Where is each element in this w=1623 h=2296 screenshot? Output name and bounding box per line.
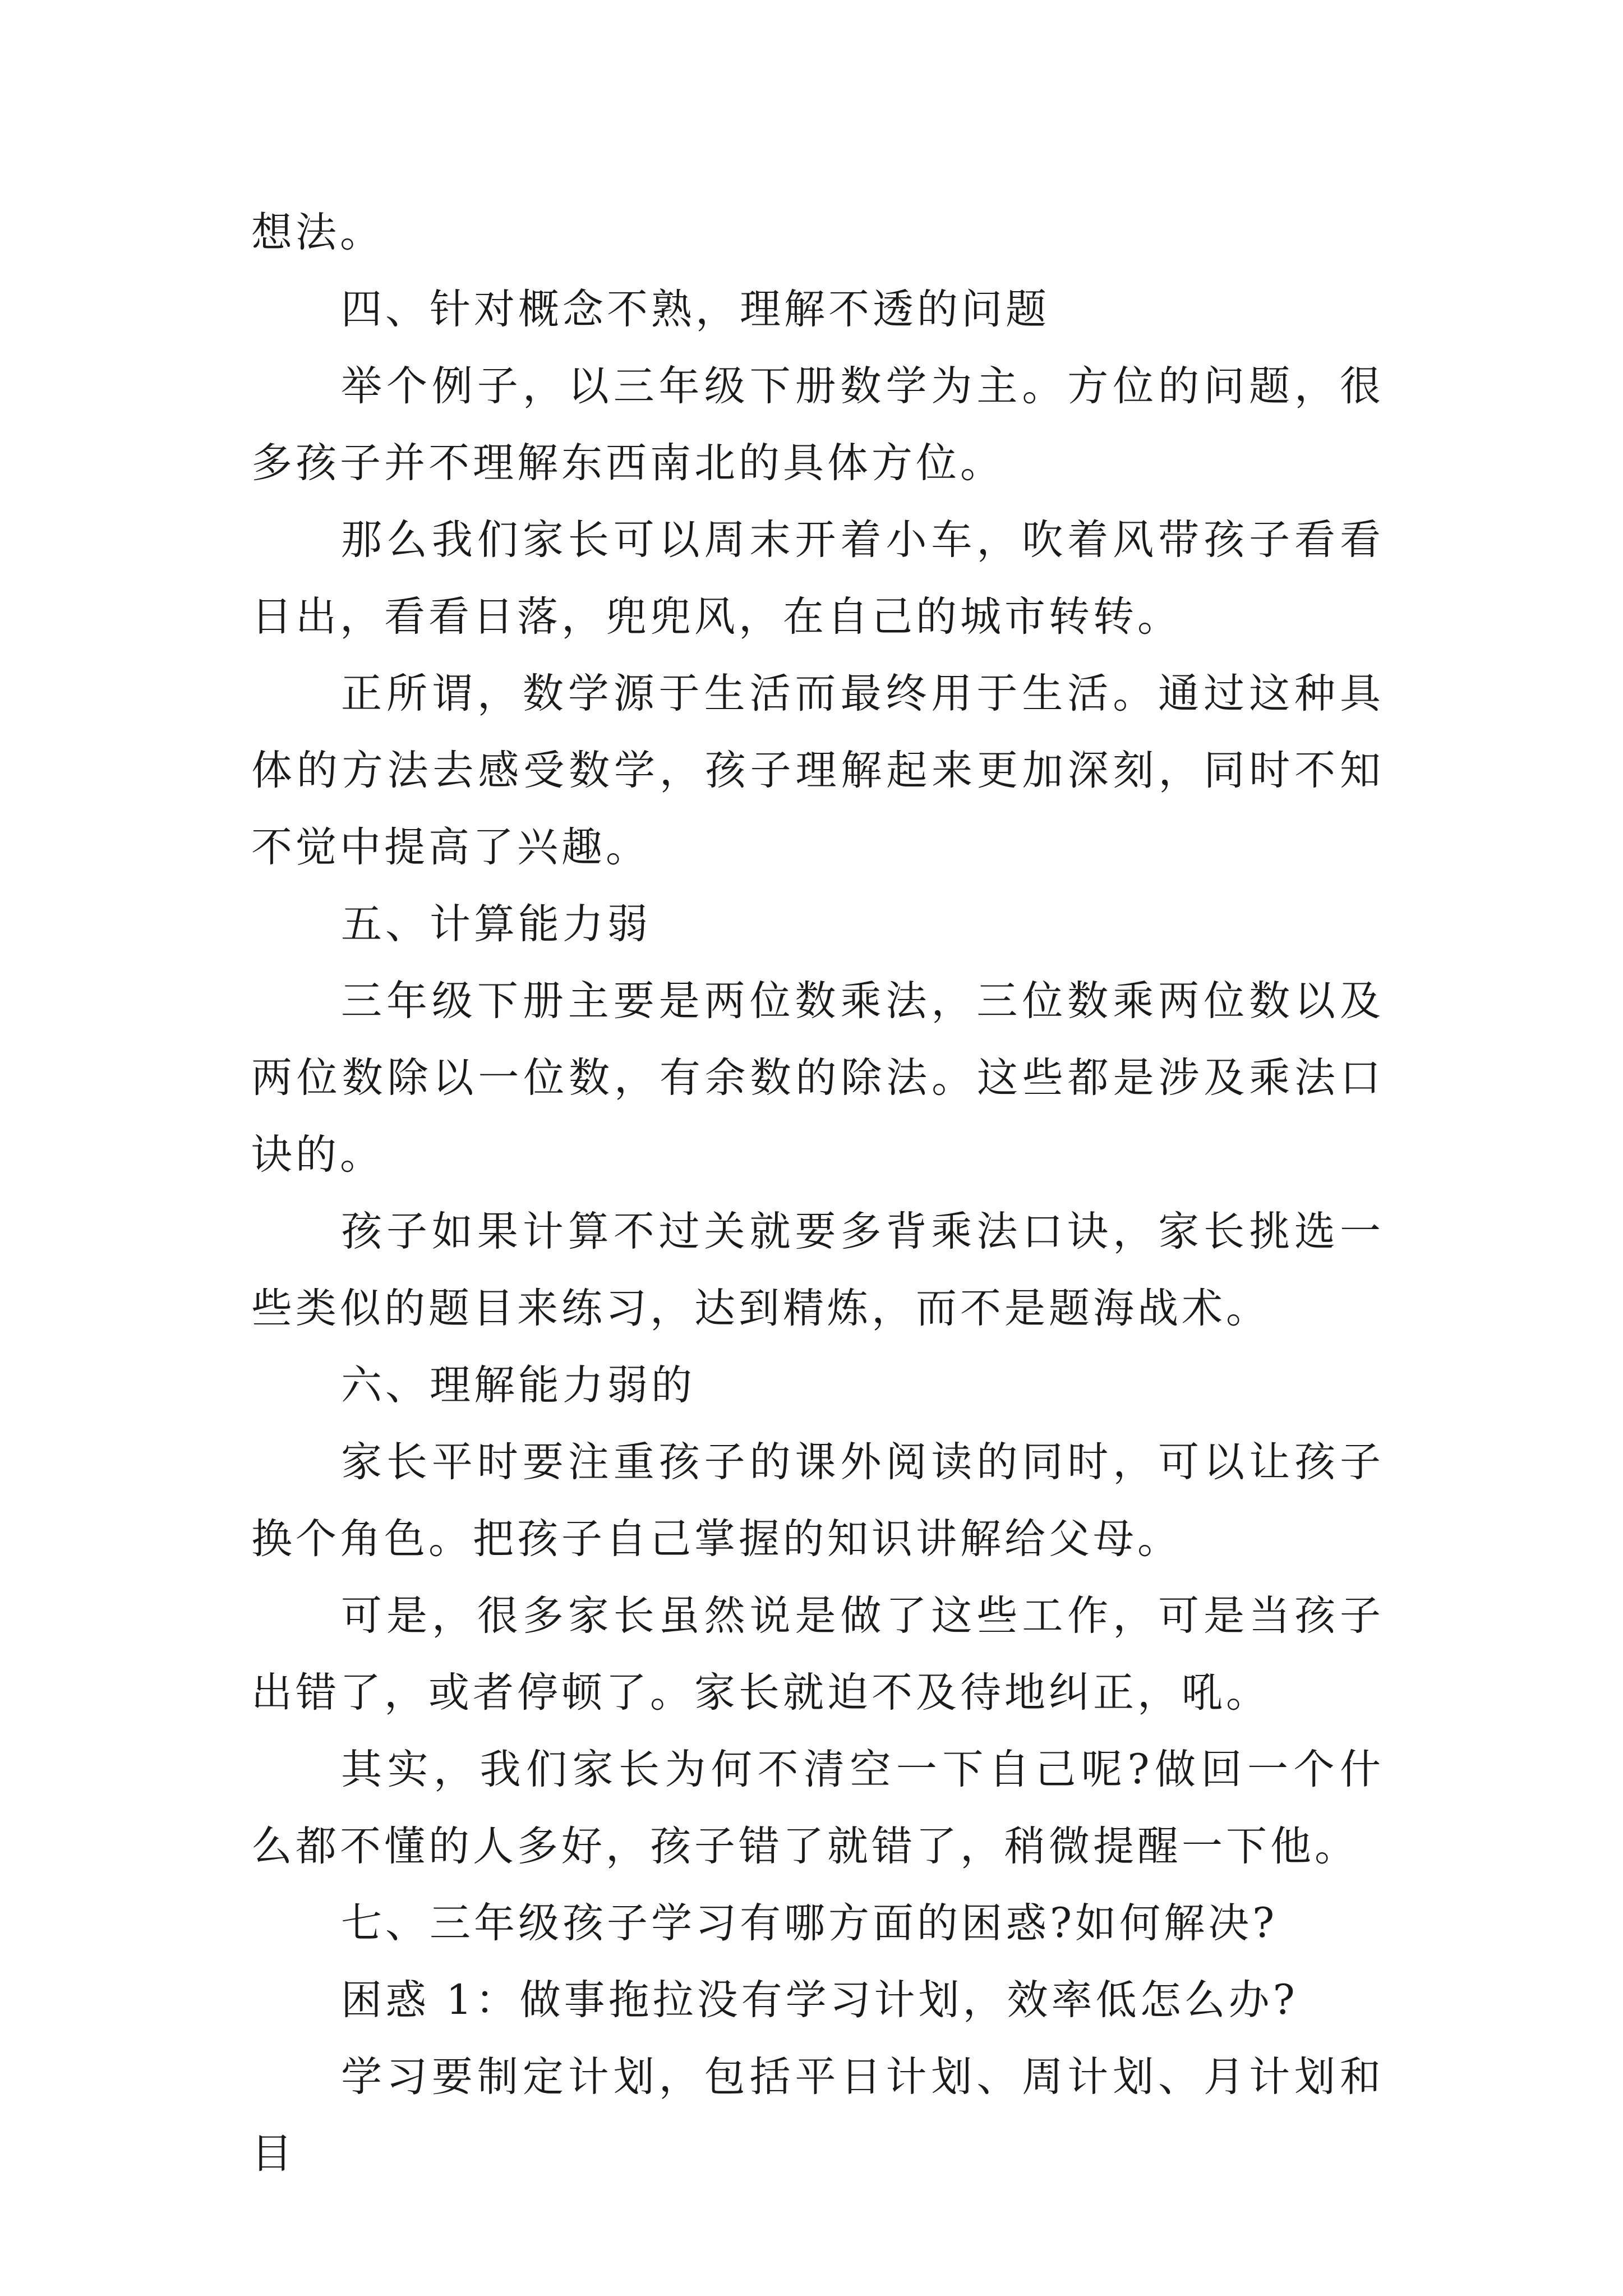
- document-body: [251, 194, 1384, 2192]
- paragraph: 想法。: [251, 209, 384, 256]
- paragraph: 孩子如果计算不过关就要多背乘法口诀，家长挑选一些类似的题目来练习，达到精炼，而不是题海战术。: [251, 1208, 1384, 1332]
- paragraph: 三年级下册主要是两位数乘法，三位数乘两位数以及两位数除以一位数，有余数的除法。这些都是涉及乘法口诀的。: [251, 977, 1384, 1179]
- paragraph: 困惑 1：做事拖拉没有学习计划，效率低怎么办?: [341, 1976, 1298, 2024]
- section-heading: 七、三年级孩子学习有哪方面的困惑?如何解决?: [341, 1899, 1278, 1947]
- paragraph: 家长平时要注重孩子的课外阅读的同时，可以让孩子换个角色。把孩子自己掌握的知识讲解给父母。: [251, 1438, 1384, 1563]
- paragraph: 可是，很多家长虽然说是做了这些工作，可是当孩子出错了，或者停顿了。家长就迫不及待地纠正，吼。: [251, 1592, 1384, 1717]
- section-heading: 四、针对概念不熟，理解不透的问题: [341, 286, 1050, 333]
- paragraph: 正所谓，数学源于生活而最终用于生活。通过这种具体的方法去感受数学，孩子理解起来更加深刻，同时不知不觉中提高了兴趣。: [251, 670, 1384, 871]
- section-heading: 六、理解能力弱的: [341, 1361, 695, 1409]
- paragraph: 那么我们家长可以周末开着小车，吹着风带孩子看看日出，看看日落，兜兜风，在自己的城市转转。: [251, 516, 1384, 641]
- paragraph: 其实，我们家长为何不清空一下自己呢?做回一个什么都不懂的人多好，孩子错了就错了，稍微提醒一下他。: [251, 1746, 1384, 1870]
- paragraph: 举个例子，以三年级下册数学为主。方位的问题，很多孩子并不理解东西南北的具体方位。: [251, 362, 1384, 487]
- paragraph: 学习要制定计划，包括平日计划、周计划、月计划和目: [251, 2053, 1384, 2178]
- section-heading: 五、计算能力弱: [341, 900, 651, 948]
